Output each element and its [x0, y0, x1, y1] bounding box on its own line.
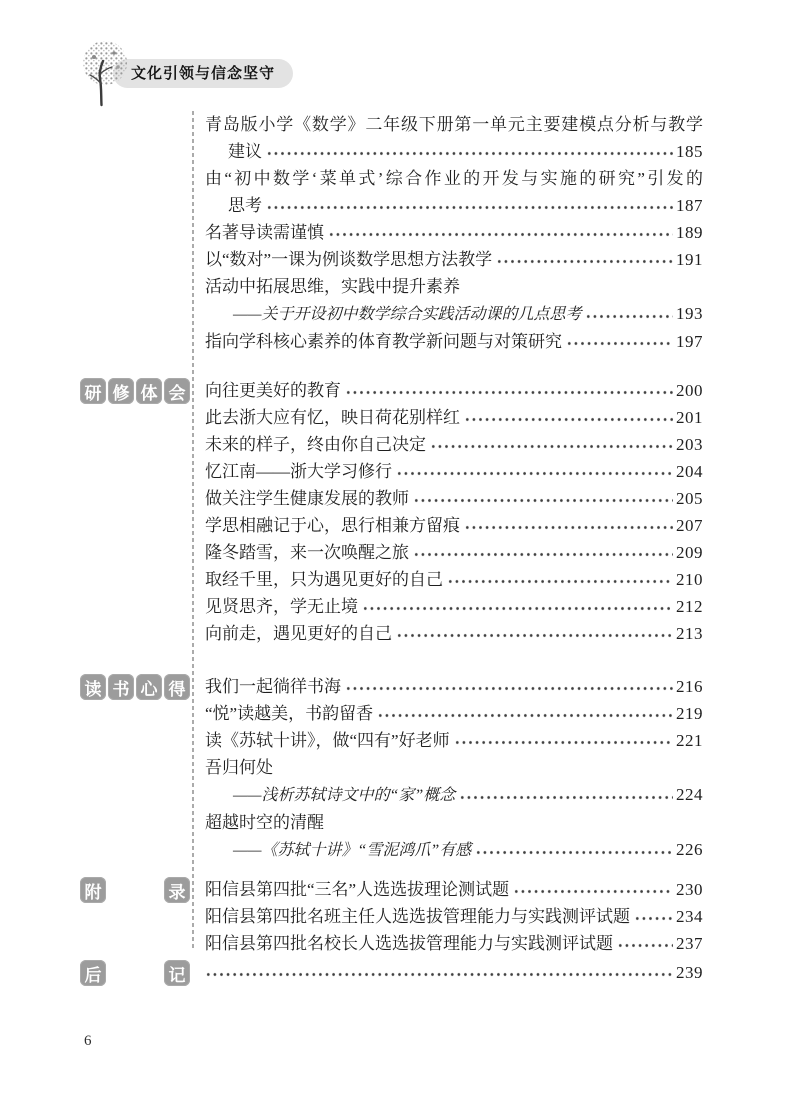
dot-leader [413, 539, 673, 566]
dot-leader [475, 836, 673, 864]
toc-entry [205, 328, 703, 355]
dot-leader [464, 404, 673, 431]
dashed-divider [192, 111, 194, 949]
toc-page-number: 216 [676, 677, 703, 696]
dot-leader [413, 485, 673, 512]
toc-page-number: 205 [676, 489, 703, 508]
toc-entry [205, 273, 703, 300]
toc-list [84, 111, 703, 986]
toc-entry-title: ——关于开设初中数学综合实践活动课的几点思考 [233, 306, 582, 323]
toc-entry [205, 219, 703, 246]
dot-leader [266, 192, 673, 219]
toc-page-number: 187 [676, 196, 703, 215]
toc-entry-title: 见贤思齐，学无止境 [205, 597, 358, 616]
toc-entry [205, 809, 703, 836]
dot-leader [585, 300, 673, 328]
dot-leader [454, 727, 673, 754]
section-badge-char: 心 [136, 674, 162, 700]
toc-entry-title: 向前走，遇见更好的自己 [205, 624, 392, 643]
toc-entry-title: 取经千里，只为遇见更好的自己 [205, 570, 443, 589]
toc-page-number: 221 [676, 731, 703, 750]
toc-entry-title: 此去浙大应有忆，映日荷花别样红 [205, 408, 460, 427]
toc-entry [205, 539, 703, 566]
toc-entry-title: 学思相融记于心，思行相兼方留痕 [205, 516, 460, 535]
toc-page-number: 226 [676, 840, 703, 859]
section-badge-char: 会 [164, 378, 190, 404]
toc-entry [205, 246, 703, 273]
toc-page-number: 239 [676, 963, 703, 982]
toc-entry-title: 活动中拓展思维，实践中提升素养 [205, 277, 460, 296]
toc-entry [205, 754, 703, 781]
dot-leader [377, 700, 673, 727]
section-badge-char: 读 [80, 674, 106, 700]
toc-entry-title: 指向学科核心素养的体育教学新问题与对策研究 [205, 332, 562, 351]
section-badge-char: 后 [80, 960, 106, 986]
toc-entry [205, 673, 703, 700]
toc-entry [205, 458, 703, 485]
toc-page-number: 197 [676, 332, 703, 351]
dot-leader [345, 673, 673, 700]
toc-entry [205, 959, 703, 986]
section-badge-char: 得 [164, 674, 190, 700]
toc-page-number: 185 [676, 142, 703, 161]
toc-entry-title: 做关注学生健康发展的教师 [205, 489, 409, 508]
toc-page-number: 207 [676, 516, 703, 535]
toc-entry-title: 青岛版小学《数学》二年级下册第一单元主要建模点分析与教学 [205, 115, 703, 134]
dot-leader [464, 512, 673, 539]
toc-entry-title: 向往更美好的教育 [205, 381, 341, 400]
toc-entry-title: 阳信县第四批“三名”人选选拔理论测试题 [205, 880, 510, 899]
tree-logo-icon [70, 37, 136, 107]
dot-leader [205, 959, 673, 986]
dot-leader [396, 620, 673, 647]
dot-leader [430, 431, 673, 458]
book-series-badge: 文化引领与信念坚守 [113, 59, 293, 88]
toc-entry [205, 727, 703, 754]
toc-entry-subtitle [205, 300, 703, 328]
toc-section-dushu [84, 673, 703, 864]
toc-entry [205, 165, 703, 192]
section-badge-char: 研 [80, 378, 106, 404]
toc-page-number: 189 [676, 223, 703, 242]
toc-page-number: 201 [676, 408, 703, 427]
toc-entry [205, 593, 703, 620]
section-badge-char: 附 [80, 877, 106, 903]
toc-section-houji [84, 959, 703, 986]
section-badge-char: 体 [136, 378, 162, 404]
toc-section-fulu [84, 876, 703, 957]
dot-leader [266, 138, 673, 165]
toc-page-number: 213 [676, 624, 703, 643]
dot-leader [328, 219, 673, 246]
dot-leader [513, 876, 673, 903]
toc-entry-title: 忆江南——浙大学习修行 [205, 462, 392, 481]
toc-page-number: 191 [676, 250, 703, 269]
toc-entry [205, 876, 703, 903]
dot-leader [447, 566, 673, 593]
toc-page-number: 237 [676, 934, 703, 953]
section-badge-char: 录 [164, 877, 190, 903]
folio-page-number: 6 [84, 1033, 92, 1049]
toc-entry-title: 阳信县第四批名班主任人选选拔管理能力与实践测评试题 [205, 907, 630, 926]
toc-entry-title: 以“数对”一课为例谈数学思想方法教学 [205, 250, 493, 269]
section-badge-dushu [80, 674, 190, 700]
toc-page-number: 210 [676, 570, 703, 589]
toc-entry-title: 名著导读需谨慎 [205, 223, 324, 242]
toc-entry-subtitle [205, 781, 703, 809]
toc-entry [205, 138, 703, 165]
dot-leader [362, 593, 673, 620]
dot-leader [617, 930, 673, 957]
toc-entry-title: 隆冬踏雪，来一次唤醒之旅 [205, 543, 409, 562]
section-badge-char: 修 [108, 378, 134, 404]
toc-entry [205, 192, 703, 219]
toc-entry-title: 吾归何处 [205, 758, 273, 777]
toc-entry-title: “悦”读越美，书韵留香 [205, 704, 374, 723]
section-badge-fulu [80, 877, 190, 903]
section-badge-houji [80, 960, 190, 986]
toc-entry [205, 377, 703, 404]
toc-entry-title: 建议 [228, 142, 262, 161]
toc-entry [205, 404, 703, 431]
toc-entry-title: 未来的样子，终由你自己决定 [205, 435, 426, 454]
toc-page-number: 204 [676, 462, 703, 481]
toc-page-number: 230 [676, 880, 703, 899]
section-badge-yanxiu [80, 378, 190, 404]
toc-entry [205, 111, 703, 138]
toc-page-number: 219 [676, 704, 703, 723]
toc-page-number: 193 [676, 304, 703, 323]
dot-leader [634, 903, 673, 930]
toc-entry [205, 566, 703, 593]
toc-entry-title: 思考 [228, 196, 262, 215]
dot-leader [396, 458, 673, 485]
dot-leader [496, 246, 673, 273]
toc-page-number: 212 [676, 597, 703, 616]
toc-entry-title: 我们一起徜徉书海 [205, 677, 341, 696]
toc-entry [205, 903, 703, 930]
toc-entry [205, 620, 703, 647]
toc-entry [205, 431, 703, 458]
toc-section-yanxiu [84, 377, 703, 647]
toc-entry-title: 由“初中数学‘菜单式’综合作业的开发与实施的研究”引发的 [205, 169, 703, 188]
toc-page-number: 234 [676, 907, 703, 926]
toc-page-number: 209 [676, 543, 703, 562]
toc-entry [205, 930, 703, 957]
toc-entry-title: ——浅析苏轼诗文中的“家”概念 [233, 787, 456, 804]
dot-leader [459, 781, 673, 809]
toc-page-number: 200 [676, 381, 703, 400]
toc-entry-title: 读《苏轼十讲》，做“四有”好老师 [205, 731, 450, 750]
toc-entry [205, 485, 703, 512]
toc-entry [205, 700, 703, 727]
dot-leader [566, 328, 673, 355]
dot-leader [345, 377, 673, 404]
toc-entry [205, 512, 703, 539]
toc-page-number: 224 [676, 785, 703, 804]
toc-page-number: 203 [676, 435, 703, 454]
section-badge-char: 书 [108, 674, 134, 700]
toc-entry-subtitle [205, 836, 703, 864]
section-badge-char: 记 [164, 960, 190, 986]
toc-section [205, 111, 703, 355]
toc-entry-title: ——《苏轼十讲》“雪泥鸿爪”有感 [233, 842, 472, 859]
toc-entry-title: 超越时空的清醒 [205, 813, 324, 832]
toc-entry-title: 阳信县第四批名校长人选选拔管理能力与实践测评试题 [205, 934, 613, 953]
